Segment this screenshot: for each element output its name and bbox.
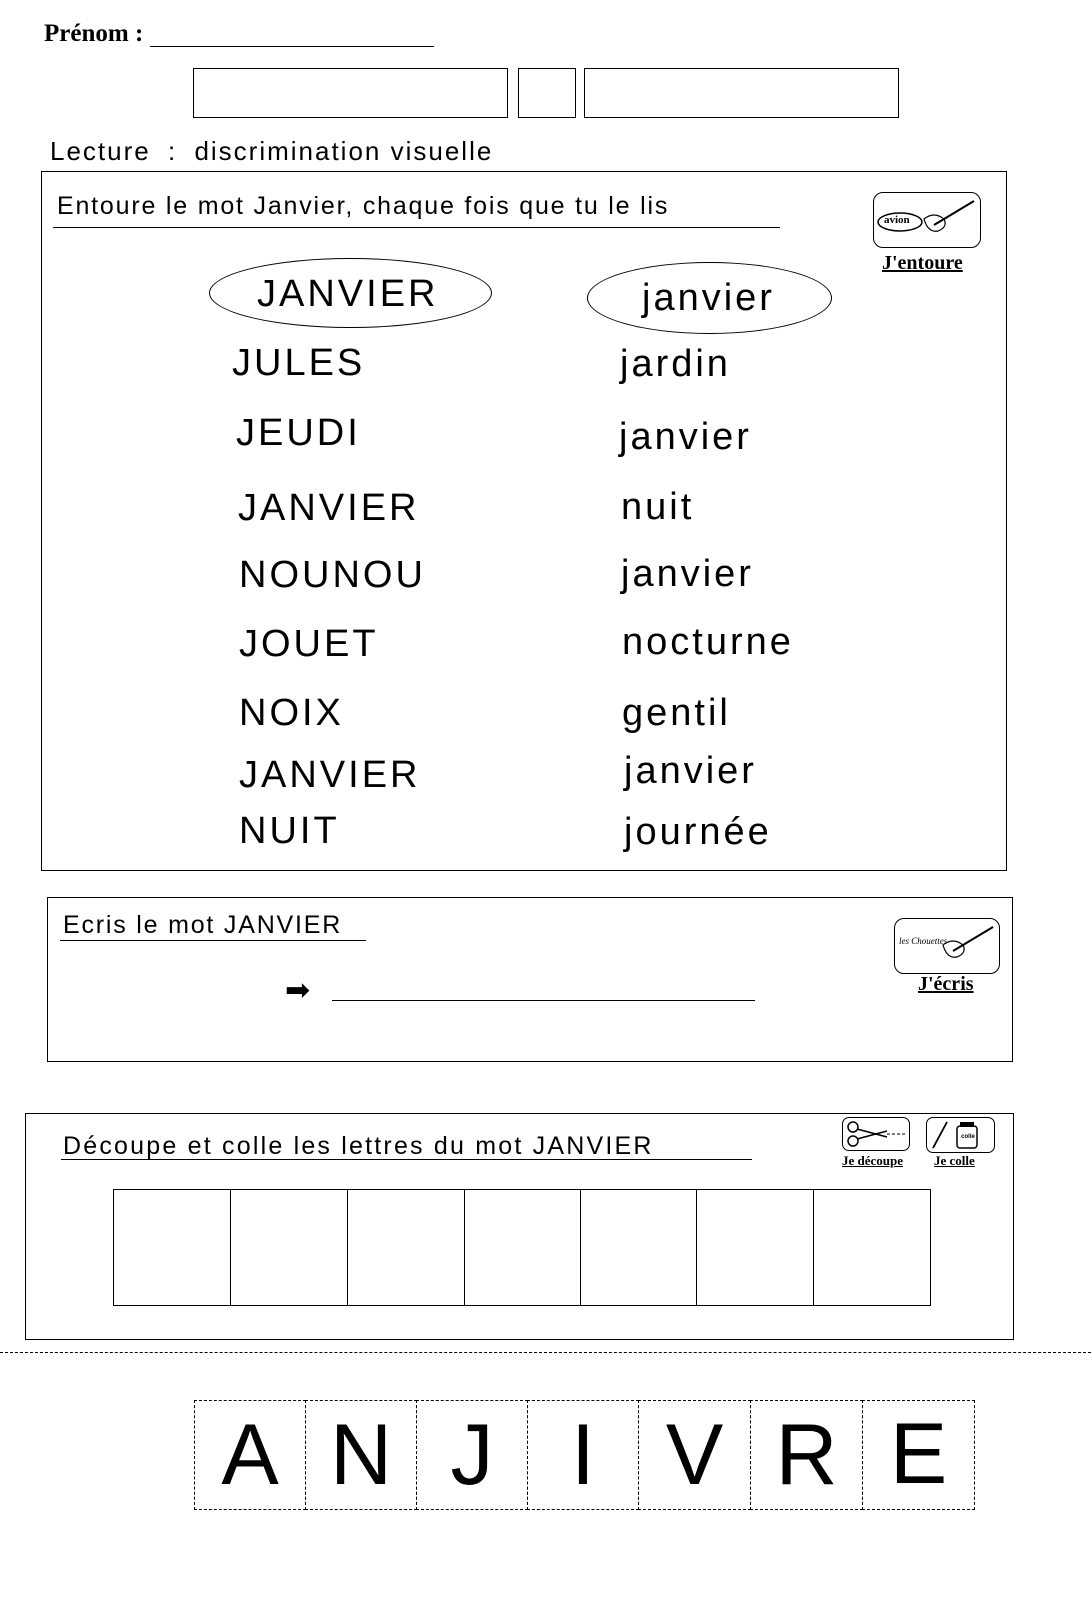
write-icon-caption: J'écris [918, 973, 974, 995]
word-left[interactable]: JANVIER [239, 754, 421, 796]
name-line[interactable] [150, 46, 434, 47]
cut-glue-instruction-underline [61, 1159, 752, 1160]
date-box-month[interactable] [584, 68, 899, 118]
heading-colon: : [167, 136, 178, 166]
write-answer-line[interactable] [332, 1000, 755, 1001]
word-right[interactable]: janvier [619, 416, 752, 458]
cutout-letter[interactable]: N [305, 1400, 417, 1510]
cutout-letter[interactable]: E [862, 1400, 975, 1510]
word-right[interactable]: nuit [621, 486, 695, 528]
word-left-example[interactable]: JANVIER [257, 273, 439, 315]
arrow-icon: ➡ [285, 973, 311, 1008]
glue-card [926, 1117, 995, 1153]
circle-instruction-underline [53, 227, 780, 228]
topic-label: discrimination visuelle [194, 136, 494, 166]
name-label: Prénom : [44, 20, 144, 47]
letter-slot[interactable] [230, 1189, 348, 1306]
word-right[interactable]: nocturne [622, 621, 794, 663]
write-instruction-underline [60, 940, 366, 941]
cutout-letter[interactable]: I [527, 1400, 639, 1510]
letter-slot[interactable] [696, 1189, 814, 1306]
page-heading [50, 136, 493, 167]
cutout-letter[interactable]: A [194, 1400, 306, 1510]
glue-icon-caption: Je colle [934, 1153, 975, 1168]
pencil-writing-icon [895, 919, 999, 973]
write-icon-word: les Chouettes [899, 936, 948, 946]
word-right[interactable]: janvier [621, 553, 754, 595]
word-right[interactable]: gentil [622, 692, 731, 734]
glue-pot-label: colle [961, 1134, 975, 1140]
cut-line [0, 1352, 1091, 1353]
circle-icon-caption: J'entoure [882, 252, 963, 274]
subject-label: Lecture [50, 136, 151, 166]
word-left[interactable]: NOIX [239, 692, 344, 734]
word-right[interactable]: jardin [620, 343, 731, 385]
word-left[interactable]: NUIT [239, 810, 340, 852]
word-right[interactable]: janvier [624, 750, 757, 792]
scissors-icon [843, 1118, 909, 1150]
cutout-letter[interactable]: V [638, 1400, 751, 1510]
circle-exercise-panel [41, 171, 1007, 871]
circle-instruction: Entoure le mot Janvier, chaque fois que tu le lis [57, 192, 670, 220]
word-left[interactable]: JEUDI [236, 412, 361, 454]
cut-icon-caption: Je découpe [842, 1153, 904, 1168]
cut-glue-instruction: Découpe et colle les lettres du mot JANVIER [63, 1132, 654, 1160]
word-right[interactable]: journée [624, 811, 772, 853]
letter-slot[interactable] [464, 1189, 581, 1306]
circle-activity-icon [873, 192, 981, 248]
date-box-day[interactable] [193, 68, 508, 118]
word-left[interactable]: NOUNOU [239, 554, 426, 596]
word-left[interactable]: JULES [232, 342, 366, 384]
letter-slot[interactable] [113, 1189, 231, 1306]
write-activity-icon [894, 918, 1000, 974]
cutout-letter[interactable]: J [416, 1400, 528, 1510]
letter-slot[interactable] [813, 1189, 931, 1306]
scissors-card [842, 1117, 910, 1151]
letter-slot[interactable] [347, 1189, 465, 1306]
word-right-example[interactable]: janvier [642, 277, 775, 319]
word-left[interactable]: JANVIER [238, 487, 420, 529]
letter-slot[interactable] [580, 1189, 697, 1306]
write-instruction: Ecris le mot JANVIER [63, 911, 343, 939]
date-box-number[interactable] [518, 68, 576, 118]
cutout-letter[interactable]: R [750, 1400, 863, 1510]
circle-icon-word: avion [884, 214, 910, 226]
word-left[interactable]: JOUET [239, 623, 379, 665]
